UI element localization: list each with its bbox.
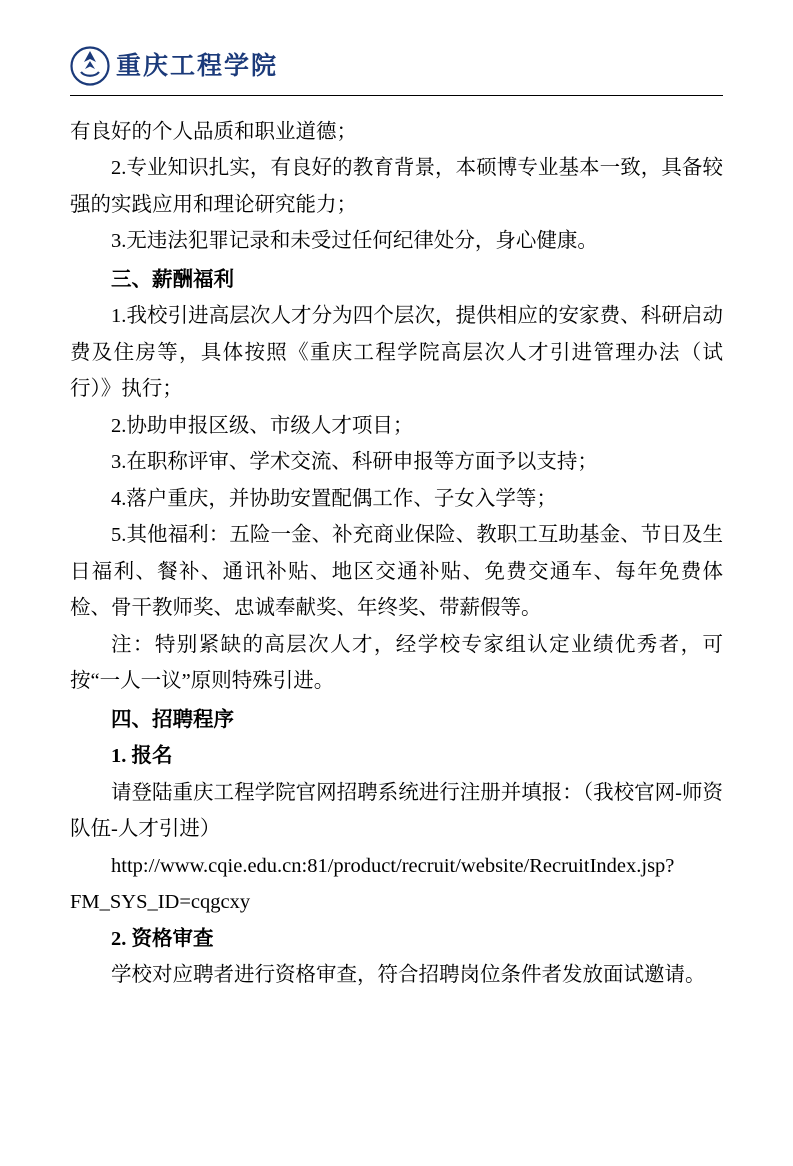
- section-heading: 三、薪酬福利: [111, 268, 234, 291]
- paragraph: 注：特别紧缺的高层次人才，经学校专家组认定业绩优秀者，可按“一人一议”原则特殊引进。: [70, 633, 723, 693]
- paragraph: 2.协助申报区级、市级人才项目；: [111, 414, 414, 437]
- paragraph: 5.其他福利：五险一金、补充商业保险、教职工互助基金、节日及生日福利、餐补、通讯补贴、地区交通补贴、免费交通车、每年免费体检、骨干教师奖、忠诚奉献奖、年终奖、带薪假等。: [70, 524, 723, 620]
- paragraph: 4.落户重庆，并协助安置配偶工作、子女入学等；: [111, 487, 557, 510]
- sub-heading: 2. 资格审查: [111, 927, 214, 950]
- paragraph: 1.我校引进高层次人才分为四个层次，提供相应的安家费、科研启动费及住房等，具体按照《重庆工程学院高层次人才引进管理办法（试行）》执行；: [70, 305, 723, 401]
- paragraph: 2.专业知识扎实，有良好的教育背景，本硕博专业基本一致，具备较强的实践应用和理论研究能力；: [70, 157, 723, 216]
- paragraph: 3.无违法犯罪记录和未受过任何纪律处分，身心健康。: [111, 230, 598, 253]
- document-header: [70, 44, 723, 92]
- institution-logo: [70, 44, 723, 88]
- university-emblem-icon: [70, 46, 110, 86]
- sub-heading: 1. 报名: [111, 745, 173, 768]
- paragraph: 3.在职称评审、学术交流、科研申报等方面予以支持；: [111, 451, 598, 474]
- recruit-url-continuation: FM_SYS_ID=cqgcxy: [70, 891, 251, 914]
- institution-name: 重庆工程学院: [116, 52, 279, 80]
- section-heading: 四、招聘程序: [111, 708, 234, 731]
- paragraph: 有良好的个人品质和职业道德；: [70, 121, 357, 143]
- document-page: [0, 44, 793, 1166]
- paragraph: 请登陆重庆工程学院官网招聘系统进行注册并填报：（我校官网-师资队伍-人才引进）: [70, 781, 723, 841]
- paragraph: 学校对应聘者进行资格审查，符合招聘岗位条件者发放面试邀请。: [111, 964, 706, 987]
- header-divider: [70, 95, 723, 96]
- document-body: [70, 114, 723, 994]
- recruit-url: http://www.cqie.edu.cn:81/product/recruit/website/RecruitIndex.jsp?: [111, 854, 675, 877]
